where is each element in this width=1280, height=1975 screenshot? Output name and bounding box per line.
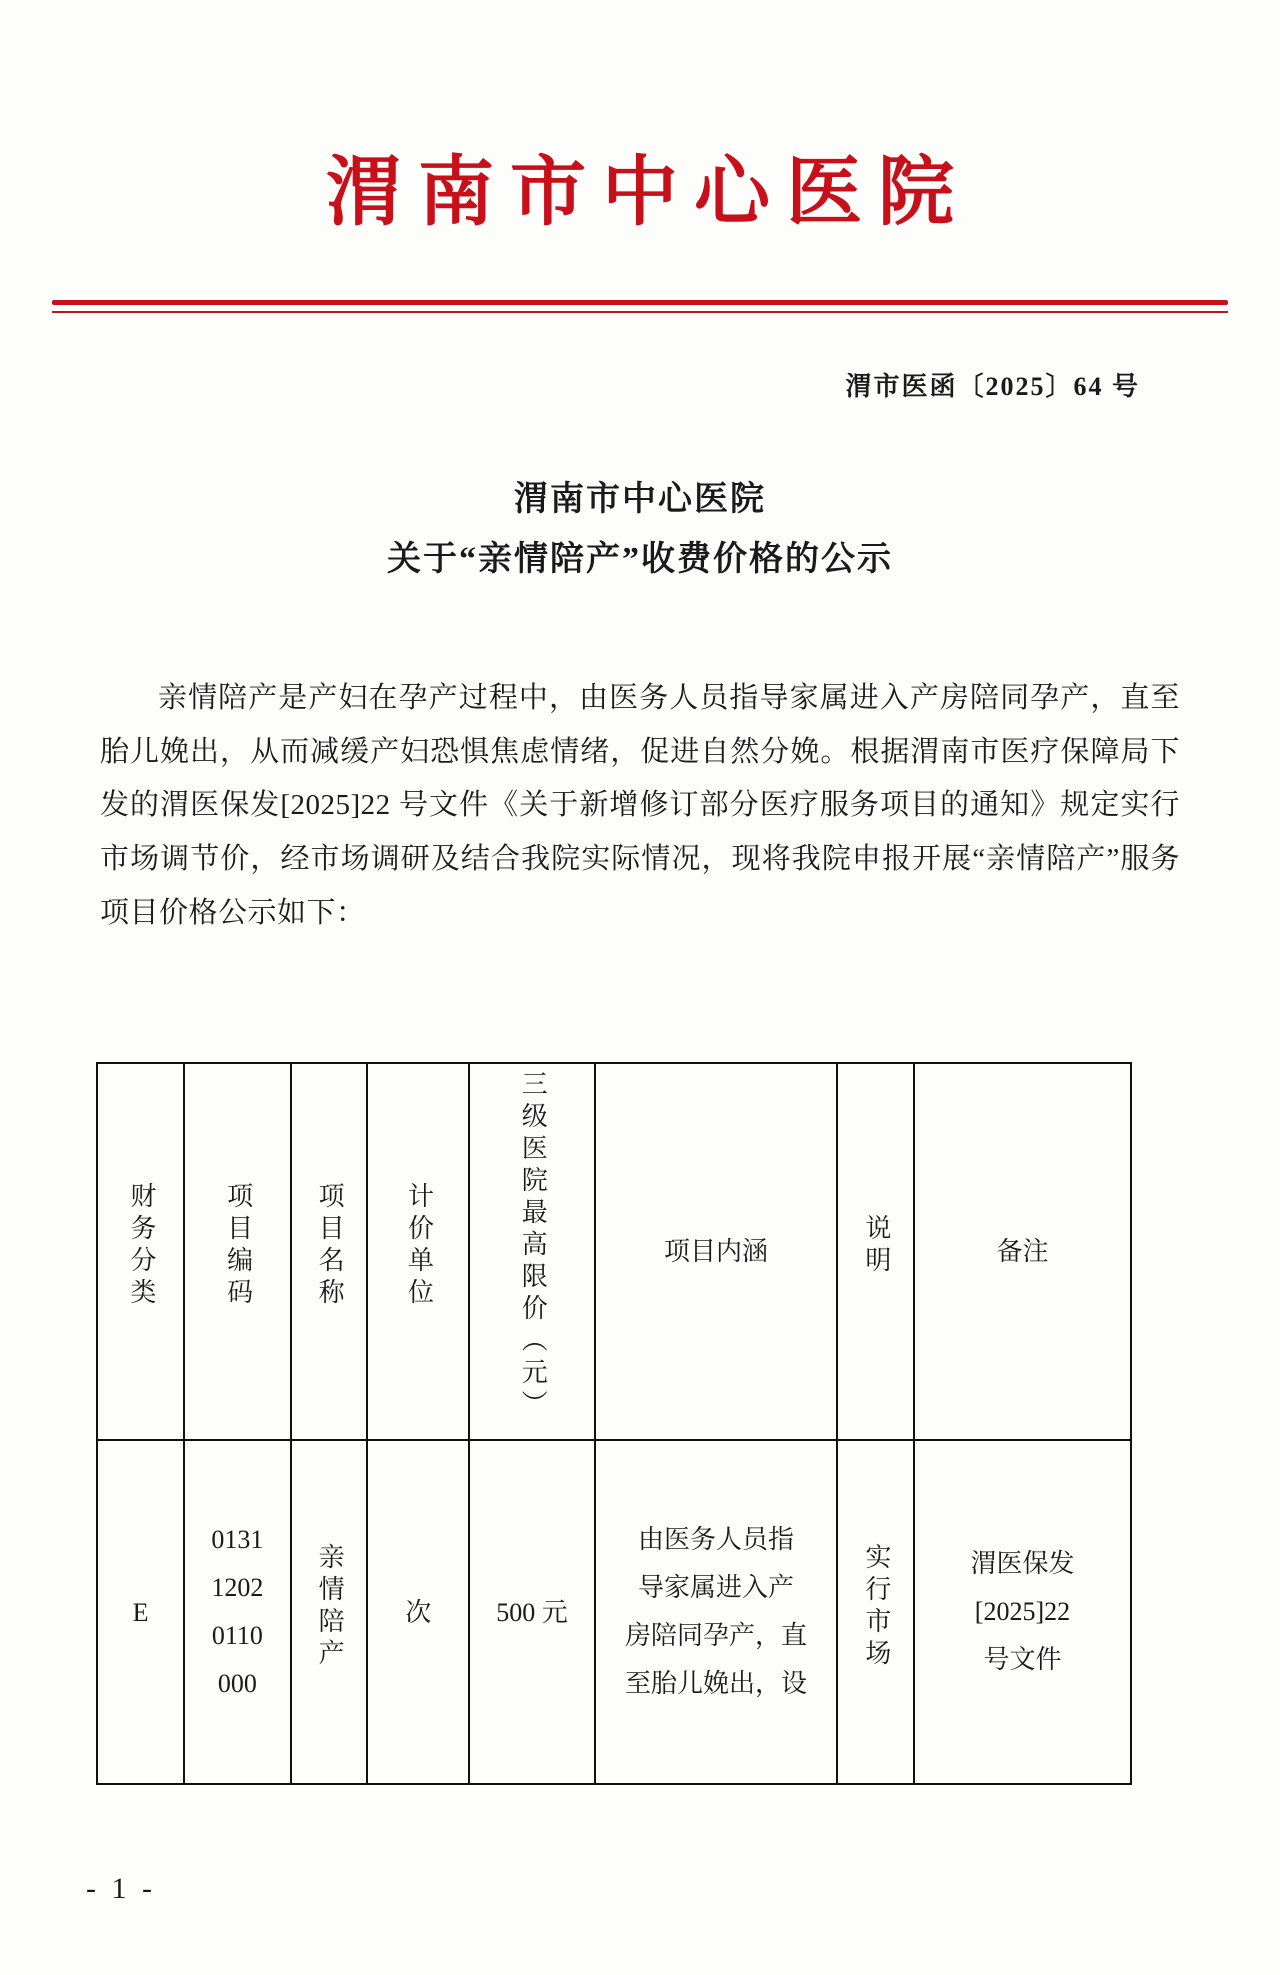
organization-name: 渭南市中心医院 bbox=[326, 147, 970, 236]
item-content-line-4: 至胎儿娩出，设 bbox=[625, 1669, 808, 1699]
header-finance-category-text: 财务分类 bbox=[126, 1182, 156, 1310]
cell-max-price: 500 元 bbox=[469, 1440, 595, 1784]
item-code-line-4: 000 bbox=[217, 1669, 257, 1699]
header-item-code-text: 项目编码 bbox=[223, 1182, 253, 1310]
remark-line-3: 号文件 bbox=[983, 1645, 1062, 1675]
cell-finance-category: E bbox=[97, 1440, 184, 1784]
header-item-name-text: 项目名称 bbox=[315, 1182, 345, 1310]
item-code-line-3: 0110 bbox=[211, 1621, 263, 1650]
header-max-price bbox=[469, 1063, 595, 1440]
item-content-line-1: 由医务人员指 bbox=[638, 1524, 795, 1554]
remark-line-2: [2025]22 bbox=[974, 1596, 1071, 1626]
cell-note bbox=[837, 1440, 914, 1784]
item-code-line-1: 0131 bbox=[211, 1524, 264, 1554]
price-table bbox=[96, 1062, 1132, 1785]
header-finance-category bbox=[97, 1063, 184, 1440]
document-number: 渭市医函〔2025〕64 号 bbox=[845, 372, 1140, 401]
header-item-content bbox=[595, 1063, 838, 1440]
letterhead bbox=[0, 147, 1280, 236]
header-item-content-text: 项目内涵 bbox=[664, 1237, 769, 1266]
header-item-code bbox=[184, 1063, 290, 1440]
header-remark bbox=[914, 1063, 1131, 1440]
remark-line-1: 渭医保发 bbox=[970, 1548, 1075, 1578]
header-item-name bbox=[291, 1063, 368, 1440]
header-note-text: 说明 bbox=[861, 1214, 891, 1278]
item-content-line-3: 房陪同孕产，直 bbox=[625, 1621, 808, 1650]
header-pricing-unit bbox=[367, 1063, 469, 1440]
cell-remark bbox=[914, 1440, 1131, 1784]
document-title bbox=[0, 470, 1280, 589]
page-number: - 1 - bbox=[86, 1872, 156, 1905]
letterhead-divider bbox=[52, 300, 1228, 316]
divider-thin-line bbox=[52, 311, 1228, 313]
body-paragraph: 亲情陪产是产妇在孕产过程中，由医务人员指导家属进入产房陪同孕产，直至胎儿娩出，从而减缓产妇恐惧焦虑情绪，促进自然分娩。根据渭南市医疗保障局下发的渭医保发[2025]22 号文件《关于新增修订部分医疗服务项目的通知》规定实行市场调节价，经市场调研及结合我院实际情况，现将我院申报开展“亲情陪产”服务项目价格公示如下： bbox=[100, 682, 1180, 929]
cell-pricing-unit: 次 bbox=[367, 1440, 469, 1784]
item-content-line-2: 导家属进入产 bbox=[638, 1572, 795, 1602]
header-pricing-unit-text: 计价单位 bbox=[404, 1182, 434, 1310]
table-header-row bbox=[97, 1063, 1131, 1440]
header-max-price-text: 三级医院最高限价（元） bbox=[518, 1070, 548, 1422]
cell-item-content bbox=[595, 1440, 838, 1784]
document-title-line-2: 关于“亲情陪产”收费价格的公示 bbox=[387, 540, 893, 578]
document-title-line-1: 渭南市中心医院 bbox=[514, 481, 766, 518]
header-remark-text: 备注 bbox=[996, 1237, 1049, 1266]
divider-thick-line bbox=[52, 300, 1228, 305]
item-code-line-2: 1202 bbox=[211, 1572, 264, 1602]
cell-item-name bbox=[291, 1440, 368, 1784]
cell-item-code bbox=[184, 1440, 290, 1784]
cell-note-text: 实行市场 bbox=[861, 1542, 891, 1671]
cell-item-name-text: 亲情陪产 bbox=[315, 1542, 345, 1671]
header-note bbox=[837, 1063, 914, 1440]
table-row bbox=[97, 1440, 1131, 1784]
